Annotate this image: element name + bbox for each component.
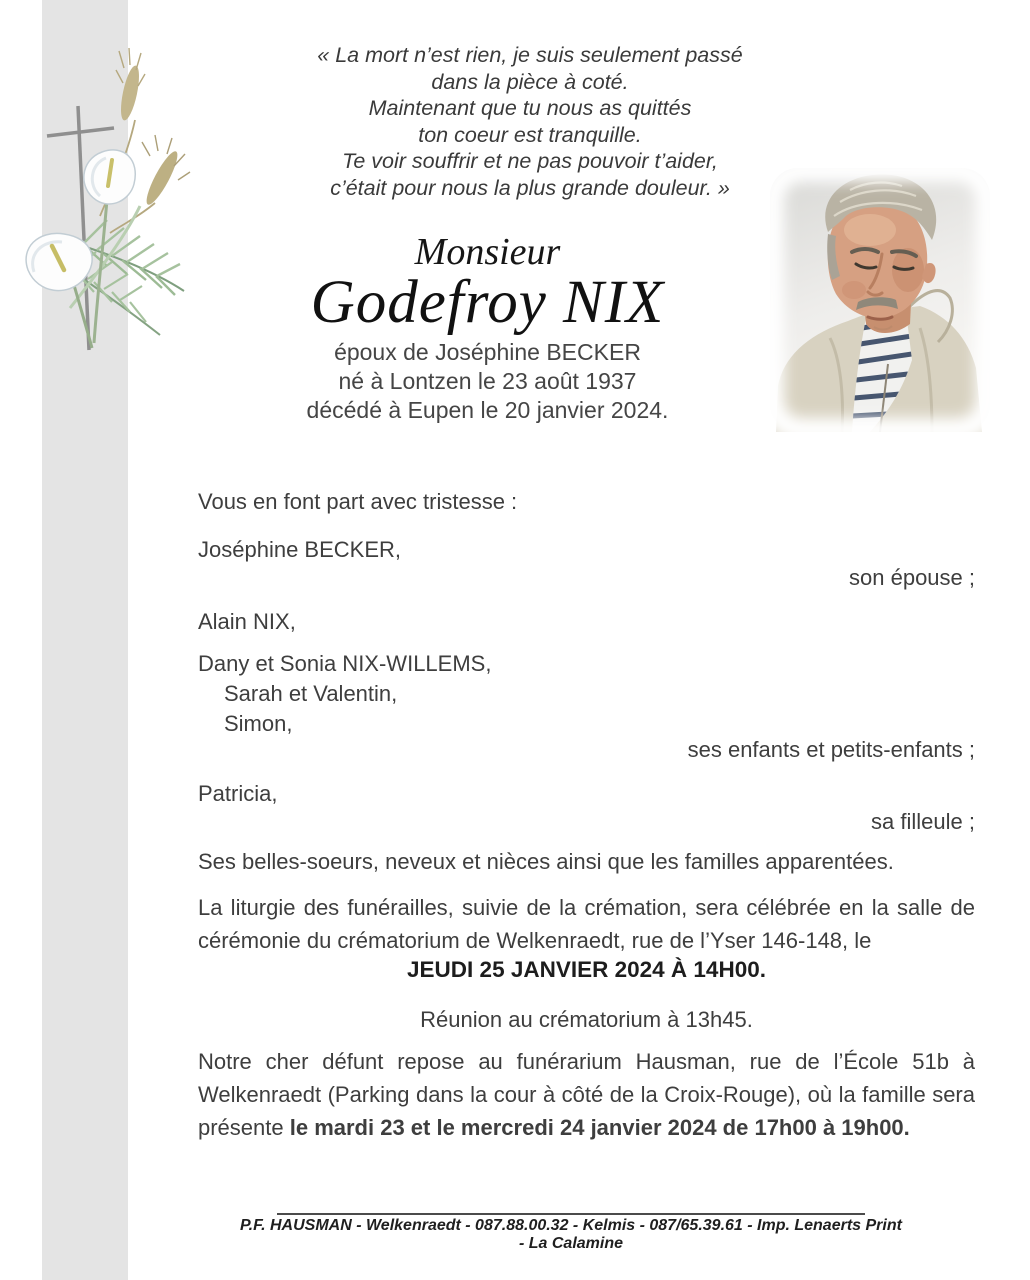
deceased-title: Monsieur bbox=[414, 231, 561, 273]
meeting-line: Réunion au crématorium à 13h45. bbox=[420, 1007, 753, 1032]
quote-line: Maintenant que tu nous as quittés bbox=[368, 96, 692, 120]
family-member: Joséphine BECKER, bbox=[198, 537, 401, 562]
quote-line: c’était pour nous la plus grande douleur. » bbox=[330, 175, 730, 200]
footer-divider bbox=[277, 1213, 865, 1215]
visitation-hours: le mardi 23 et le mercredi 24 janvier 2024 de 17h00 à 19h00. bbox=[289, 1115, 910, 1140]
family-member: Simon, bbox=[224, 711, 293, 736]
deceased-name: Godefroy NIX bbox=[310, 269, 665, 336]
ceremony-date: JEUDI 25 JANVIER 2024 À 14H00. bbox=[407, 957, 766, 982]
repose-paragraph bbox=[198, 1045, 975, 1144]
relation-label: son épouse ; bbox=[849, 565, 975, 590]
cross-flowers-icon bbox=[12, 48, 192, 358]
family-member: Dany et Sonia NIX-WILLEMS, bbox=[198, 651, 492, 676]
quote-line: « La mort n’est rien, je suis seulement passé bbox=[317, 43, 743, 67]
funeral-home-footer: P.F. HAUSMAN - Welkenraedt - 087.88.00.32 - Kelmis - 087/65.39.61 - Imp. Lenaerts Print - La Calamine bbox=[240, 1217, 902, 1252]
relation-label: ses enfants et petits-enfants ; bbox=[687, 737, 975, 762]
spouse-line: époux de Joséphine BECKER bbox=[334, 339, 641, 365]
family-member: Patricia, bbox=[198, 781, 278, 806]
memorial-quote bbox=[255, 42, 805, 201]
birth-line: né à Lontzen le 23 août 1937 bbox=[338, 368, 637, 394]
intro-line: Vous en font part avec tristesse : bbox=[198, 489, 518, 514]
death-line: décédé à Eupen le 20 janvier 2024. bbox=[306, 397, 669, 423]
quote-line: Te voir souffrir et ne pas pouvoir t’aider, bbox=[342, 149, 718, 173]
liturgy-paragraph: La liturgie des funérailles, suivie de la crémation, sera célébrée en la salle de cérémonie du crématorium de Welkenraedt, rue de l’Yser 146-148, le bbox=[198, 895, 975, 953]
quote-line: ton coeur est tranquille. bbox=[418, 122, 642, 147]
family-member: Alain NIX, bbox=[198, 609, 296, 634]
family-member: Sarah et Valentin, bbox=[224, 681, 398, 706]
deceased-header bbox=[200, 232, 775, 425]
quote-line: dans la pièce à coté. bbox=[431, 69, 629, 94]
relation-label: sa filleule ; bbox=[871, 809, 975, 834]
portrait-photo bbox=[770, 168, 990, 432]
repose-text: Notre cher défunt repose au funérarium Hausman, rue de l’École 51b à Welkenraedt (Parking dans la cour à côté de la Croix-Rouge), où la famille sera présente bbox=[198, 1049, 975, 1140]
extended-family-line: Ses belles-soeurs, neveux et nièces ainsi que les familles apparentées. bbox=[198, 849, 894, 874]
